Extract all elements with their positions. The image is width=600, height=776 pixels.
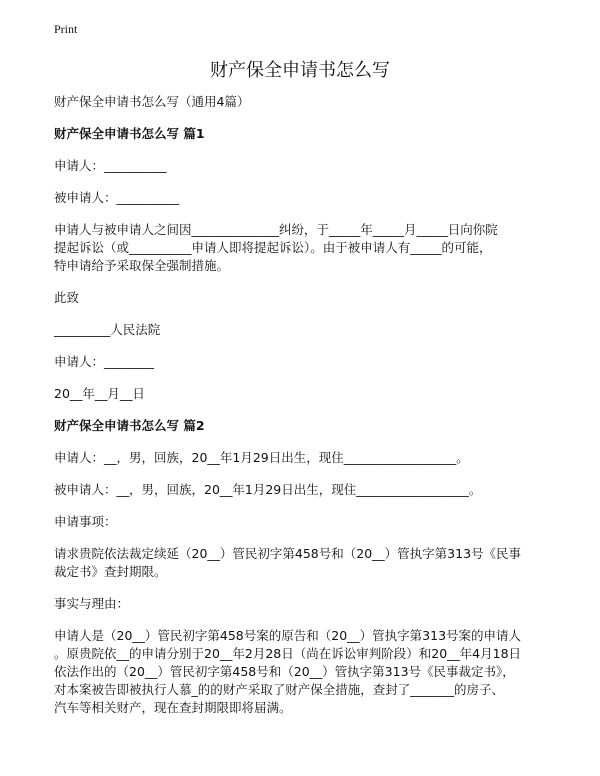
page-title: 财产保全申请书怎么写 — [210, 60, 390, 81]
cizhi-line: 此致 — [54, 290, 80, 305]
reasons-line-3: 依法作出的（20__）管民初字第458号和（20__）管执字第313号《民事裁定书》， — [54, 664, 515, 679]
matters-line-1: 请求贵院依法裁定续延（20__）管民初字第458号和（20__）管执字第313号《民事 — [54, 546, 522, 561]
respondent-line-2: 被申请人：__，男，回族，20__年1月29日出生，现住__________________。 — [54, 482, 482, 497]
section-2-heading: 财产保全申请书怎么写 篇2 — [54, 418, 205, 433]
reasons-label: 事实与理由： — [54, 596, 130, 611]
reasons-line-4: 对本案被告即被执行人慕_的的财产采取了财产保全措施，查封了_______的房子、 — [54, 682, 505, 697]
reasons-line-1: 申请人是（20__）管民初字第458号案的原告和（20__）管执字第313号案的申请人 — [54, 628, 522, 643]
print-label: Print — [54, 22, 78, 36]
applicant-line: 申请人：__________ — [54, 158, 167, 173]
court-line: _________人民法院 — [54, 322, 161, 337]
matters-line-2: 裁定书》查封期限。 — [54, 564, 167, 579]
section-1-heading: 财产保全申请书怎么写 篇1 — [54, 126, 205, 141]
reasons-line-2: 。原贵院依__的申请分别于20__年2月28日（尚在诉讼审判阶段）和20__年4月18日 — [54, 646, 522, 661]
sign-line: 申请人：________ — [54, 354, 155, 369]
body-line-3: 特申请给予采取保全强制措施。 — [54, 258, 230, 273]
intro-line: 财产保全申请书怎么写（通用4篇） — [54, 94, 250, 109]
reasons-line-5: 汽车等相关财产，现在查封期限即将届满。 — [54, 700, 292, 715]
respondent-line: 被申请人：__________ — [54, 190, 180, 205]
applicant-line-2: 申请人：__，男，回族，20__年1月29日出生，现住__________________。 — [54, 450, 469, 465]
body-line-1: 申请人与被申请人之间因______________纠纷，于_____年_____月_____日向你院 — [54, 222, 498, 237]
date-line: 20__年__月__日 — [54, 386, 145, 401]
matters-label: 申请事项： — [54, 514, 117, 529]
body-line-2: 提起诉讼（或__________申请人即将提起诉讼）。由于被申请人有_____的可能， — [54, 240, 492, 255]
